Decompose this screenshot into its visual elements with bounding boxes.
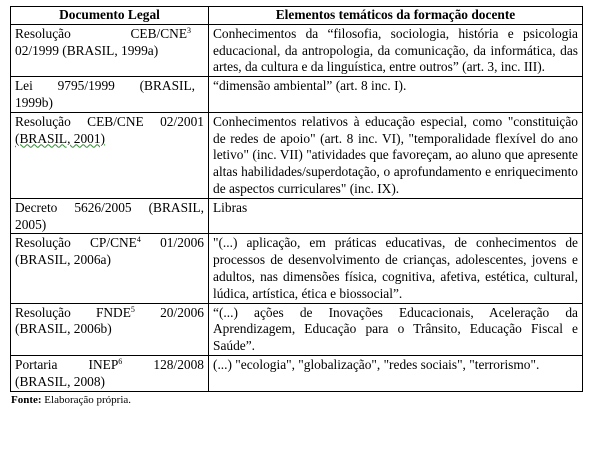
doc-cell	[11, 198, 209, 234]
doc-cell	[11, 303, 209, 355]
document-table-container	[10, 6, 583, 406]
table-row	[11, 198, 583, 234]
doc-rest: 1999b)	[15, 94, 53, 110]
doc-name: Resolução FNDE	[15, 304, 131, 320]
content-cell: Conhecimentos relativos à educação especial, como "constituição de redes de apoio" (art. 8 inc. VI), "temporalidade flexível do ano letivo" (inc. VII) "atividades que favoreçam, ao aluno que apresente altas habilidades/superdotação, o aprofundamento e enriquecimento de aspectos curriculares" (inc. IX).	[209, 112, 583, 198]
doc-name: Resolução CP/CNE	[15, 235, 137, 251]
footnote-ref: 4	[136, 235, 141, 245]
table-source-note	[10, 394, 583, 406]
content-cell: “(...) ações de Inovações Educacionais, Aceleração da Aprendizagem, Educação para o Trânsito, Educação Fiscal e Saúde”.	[209, 303, 583, 355]
content-cell: Libras	[209, 198, 583, 234]
header-documento-legal: Documento Legal	[11, 7, 209, 25]
doc-name: Resolução CEB/CNE	[15, 25, 187, 41]
doc-cell	[11, 77, 209, 113]
footnote-ref: 3	[187, 25, 191, 35]
table-row	[11, 112, 583, 198]
doc-rest: (BRASIL, 2001)	[15, 130, 106, 146]
doc-cell	[11, 112, 209, 198]
footnote-ref: 6	[118, 356, 123, 366]
doc-rest: 20/2006 (BRASIL, 2006b)	[15, 304, 204, 337]
source-label: Fonte:	[11, 393, 42, 406]
doc-name: Portaria INEP	[15, 356, 119, 372]
content-cell: (...) "ecologia", "globalização", "redes sociais", "terrorismo".	[209, 355, 583, 391]
content-cell: "(...) aplicação, em práticas educativas, de conhecimentos de processos de desenvolvimento de crianças, adolescentes, jovens e adultos, nas dimensões física, cognitiva, afetiva, estética, cultural, lúdica, artística, ética e biossocial”.	[209, 234, 583, 303]
table-row	[11, 24, 583, 76]
table-row	[11, 234, 583, 303]
doc-rest: 02/1999 (BRASIL, 1999a)	[15, 42, 159, 58]
table-row	[11, 77, 583, 113]
footnote-ref: 5	[130, 304, 135, 314]
header-elementos-tematicos: Elementos temáticos da formação docente	[209, 7, 583, 25]
legal-documents-table	[10, 6, 583, 392]
doc-cell	[11, 234, 209, 303]
doc-cell	[11, 24, 209, 76]
source-text: Elaboração própria.	[44, 393, 132, 406]
doc-name: Decreto 5626/2005 (BRASIL,	[15, 199, 204, 215]
doc-rest: 128/2008 (BRASIL, 2008)	[15, 356, 204, 389]
content-cell: Conhecimentos da “filosofia, sociologia, história e psicologia educacional, da antropologia, da comunicação, da informática, das artes, da cultura e da linguística, entre outros” (art. 3, inc. III).	[209, 24, 583, 76]
table-header-row	[11, 7, 583, 25]
doc-rest: 2005)	[15, 216, 47, 232]
doc-name: Resolução CEB/CNE 02/2001	[15, 113, 204, 129]
doc-cell	[11, 355, 209, 391]
table-row	[11, 355, 583, 391]
table-row	[11, 303, 583, 355]
doc-rest: 01/2006 (BRASIL, 2006a)	[15, 235, 204, 268]
content-cell: “dimensão ambiental” (art. 8 inc. I).	[209, 77, 583, 113]
doc-name: Lei 9795/1999 (BRASIL,	[15, 78, 195, 94]
